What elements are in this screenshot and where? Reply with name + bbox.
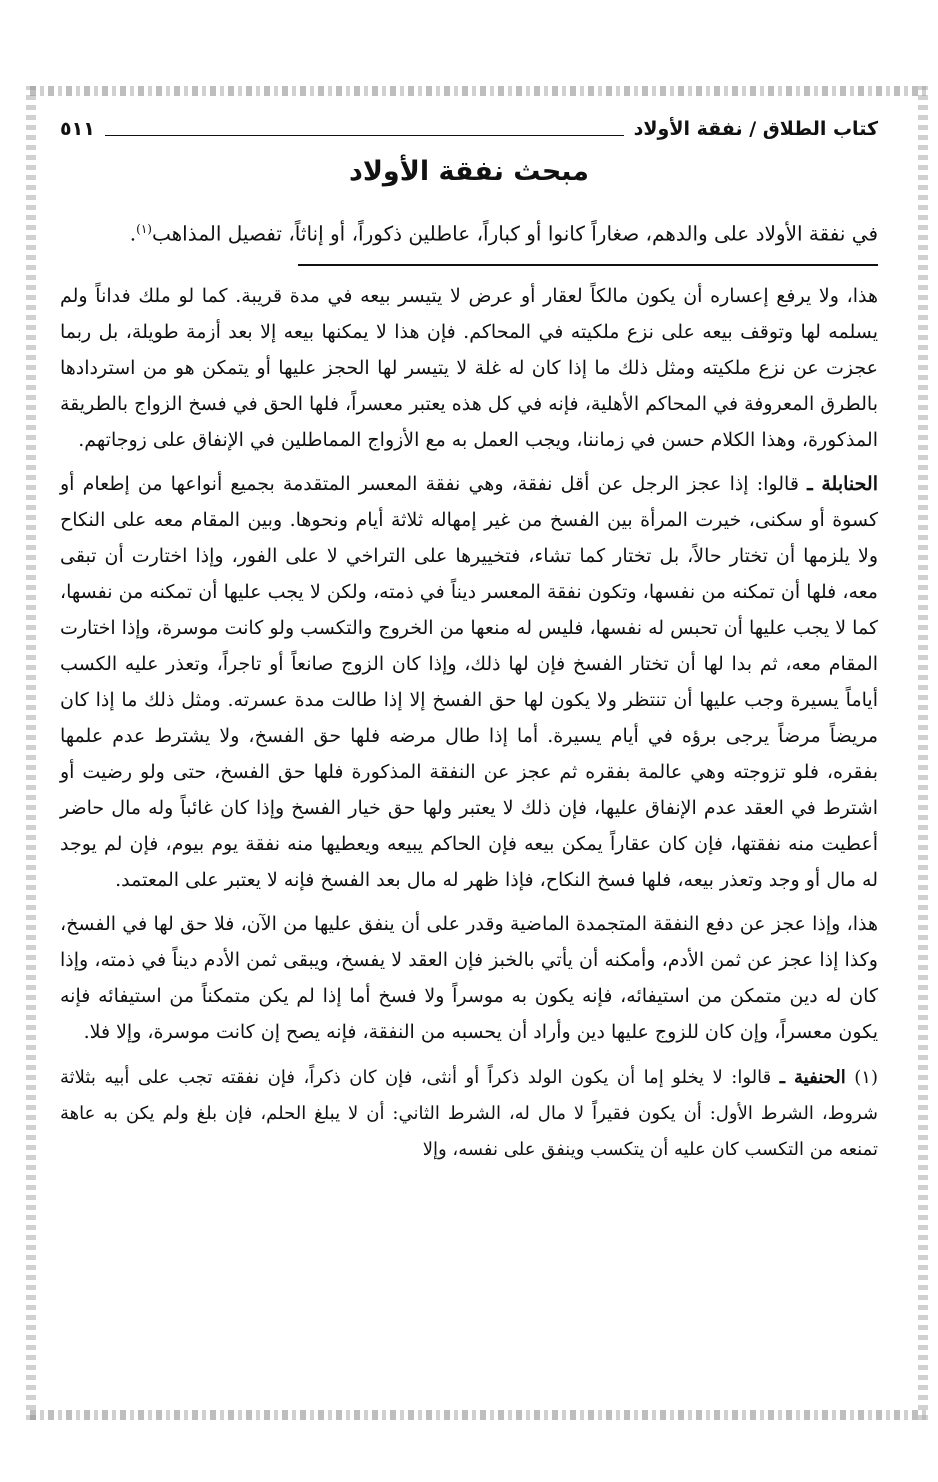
paragraph-text: هذا، ولا يرفع إعساره أن يكون مالكاً لعقار أو عرض لا يتيسر بيعه في مدة قريبة. كما لو ملك فداناً ولم يسلمه لها وتوقف بيعه على نزع ملكيته في المحاكم. فإن هذا لا يمكنها بيعه إلا بعد أزمة طويلة، بل ربما عجزت عن نزع ملكيته ومثل ذلك ما إذا كان له غلة لا يتيسر لها الحجز عليها أو يتمكن هو من استردادها بالطرق المعروفة في المحاكم الأهلية، فإنه في كل هذه يعتبر معسراً، فلها الحق في فسخ الزواج بالطريقة المذكورة، وهذا الكلام حسن في زماننا، ويجب العمل به مع الأزواج المماطلين في الإنفاق على زوجاتهم. [60, 284, 878, 451]
book-page [60, 112, 878, 1402]
top-ornament-border [30, 86, 926, 96]
madhhab-label: الحنفية ـ [779, 1066, 846, 1088]
paragraph-text: هذا، وإذا عجز عن دفع النفقة المتجمدة الماضية وقدر على أن ينفق عليها من الآن، فلا حق لها في الفسخ، وكذا إذا عجز عن ثمن الأدم، وأمكنه أن يأتي بالخبز فإن العقد لا يفسخ، ويبقى ثمن الأدم ديناً في ذمته، وإذا كان له دين متمكن من استيفائه، فإنه يكون به موسراً ولا فسخ أما إذا لم يكن متمكناً من استيفائه فإنه يكون معسراً، وإن كان للزوج عليها دين وأراد أن يحسبه من النفقة، فإنه يصح إن كانت موسرة، وإلا فلا. [60, 912, 878, 1043]
intro-text: في نفقة الأولاد على والدهم، صغاراً كانوا أو كباراً، عاطلين ذكوراً، أو إناثاً، تفصيل المذاهب [151, 221, 878, 246]
paragraph [60, 906, 878, 1050]
section-title: مبحث نفقة الأولاد [348, 156, 590, 187]
header-rule [105, 123, 624, 136]
footnote [60, 1060, 878, 1168]
paragraph [60, 278, 878, 458]
right-ornament-border [918, 86, 928, 1420]
paragraph [60, 466, 878, 898]
footnote-separator [298, 264, 878, 266]
running-header [60, 112, 878, 146]
footnote-marker: (١) [854, 1066, 878, 1088]
intro-end: . [129, 221, 137, 246]
page-number: ٥١١ [60, 118, 95, 140]
intro-paragraph [60, 209, 878, 254]
paragraph-text: قالوا: إذا عجز الرجل عن أقل نفقة، وهي نفقة المعسر المتقدمة بجميع أنواعها من إطعام أو كسوة أو سكنى، خيرت المرأة بين الفسخ من غير إمهاله ثلاثة أيام ونحوها. وبين المقام معه على النكاح ولا يلزمها أن تختار حالاً، بل تختار كما تشاء، فتخييرها على التراخي لا على الفور، وإذا اختارت أن تبقى معه، فلها أن تمكنه من نفسها، وتكون نفقة المعسر ديناً في ذمته، ولكن لا يجب عليها أن تمكنه من نفسها، كما لا يجب عليها أن تحبس له نفسها، فليس له منعها من الخروج والتكسب ولو كانت موسرة، وإذا اختارت المقام معه، ثم بدا لها أن تختار الفسخ فإن لها ذلك، وإذا كان الزوج صانعاً أو تاجراً، وتعذر عليه الكسب أياماً يسيرة وجب عليها أن تنتظر ولا يكون لها حق الفسخ إلا إذا طالت مدة عسرته. ومثل ذلك ما إذا كان مريضاً مرضاً يرجى برؤه في أيام يسيرة. أما إذا طال مرضه فلها حق الفسخ، ولا يشترط عدم علمها بفقره، فلو تزوجته وهي عالمة بفقره ثم عجز عن النفقة المذكورة فلها حق الفسخ، حتى ولو رضيت أو اشترط في العقد عدم الإنفاق عليها، فإن ذلك لا يعتبر ولها حق خيار الفسخ وإذا كان غائباً وله مال حاضر أعطيت منه نفقتها، فإن كان عقاراً يمكن بيعه فإن الحاكم يبيعه ويعطيها منه نفقة يوم بيوم، فإن لم يوجد له مال أو وجد وتعذر بيعه، فلها فسخ النكاح، فإذا ظهر له مال بعد الفسخ فإنه لا يعتبر على المعتمد. [60, 472, 878, 891]
footnote-text: قالوا: لا يخلو إما أن يكون الولد ذكراً أو أنثى، فإن كان ذكراً، فإن نفقته تجب على أبيه بثلاثة شروط، الشرط الأول: أن يكون فقيراً لا مال له، الشرط الثاني: أن لا يبلغ الحلم، فإن بلغ ولم يكن به عاهة تمنعه من التكسب كان عليه أن يتكسب وينفق على نفسه، وإلا [60, 1066, 878, 1160]
bottom-ornament-border [30, 1410, 926, 1420]
footnote-paragraph [60, 1060, 878, 1168]
running-title: كتاب الطلاق / نفقة الأولاد [633, 118, 878, 140]
footnote-reference: (١) [136, 222, 152, 236]
madhhab-label: الحنابلة ـ [807, 472, 878, 495]
left-ornament-border [26, 86, 36, 1420]
continued-footnote-text [60, 278, 878, 1050]
